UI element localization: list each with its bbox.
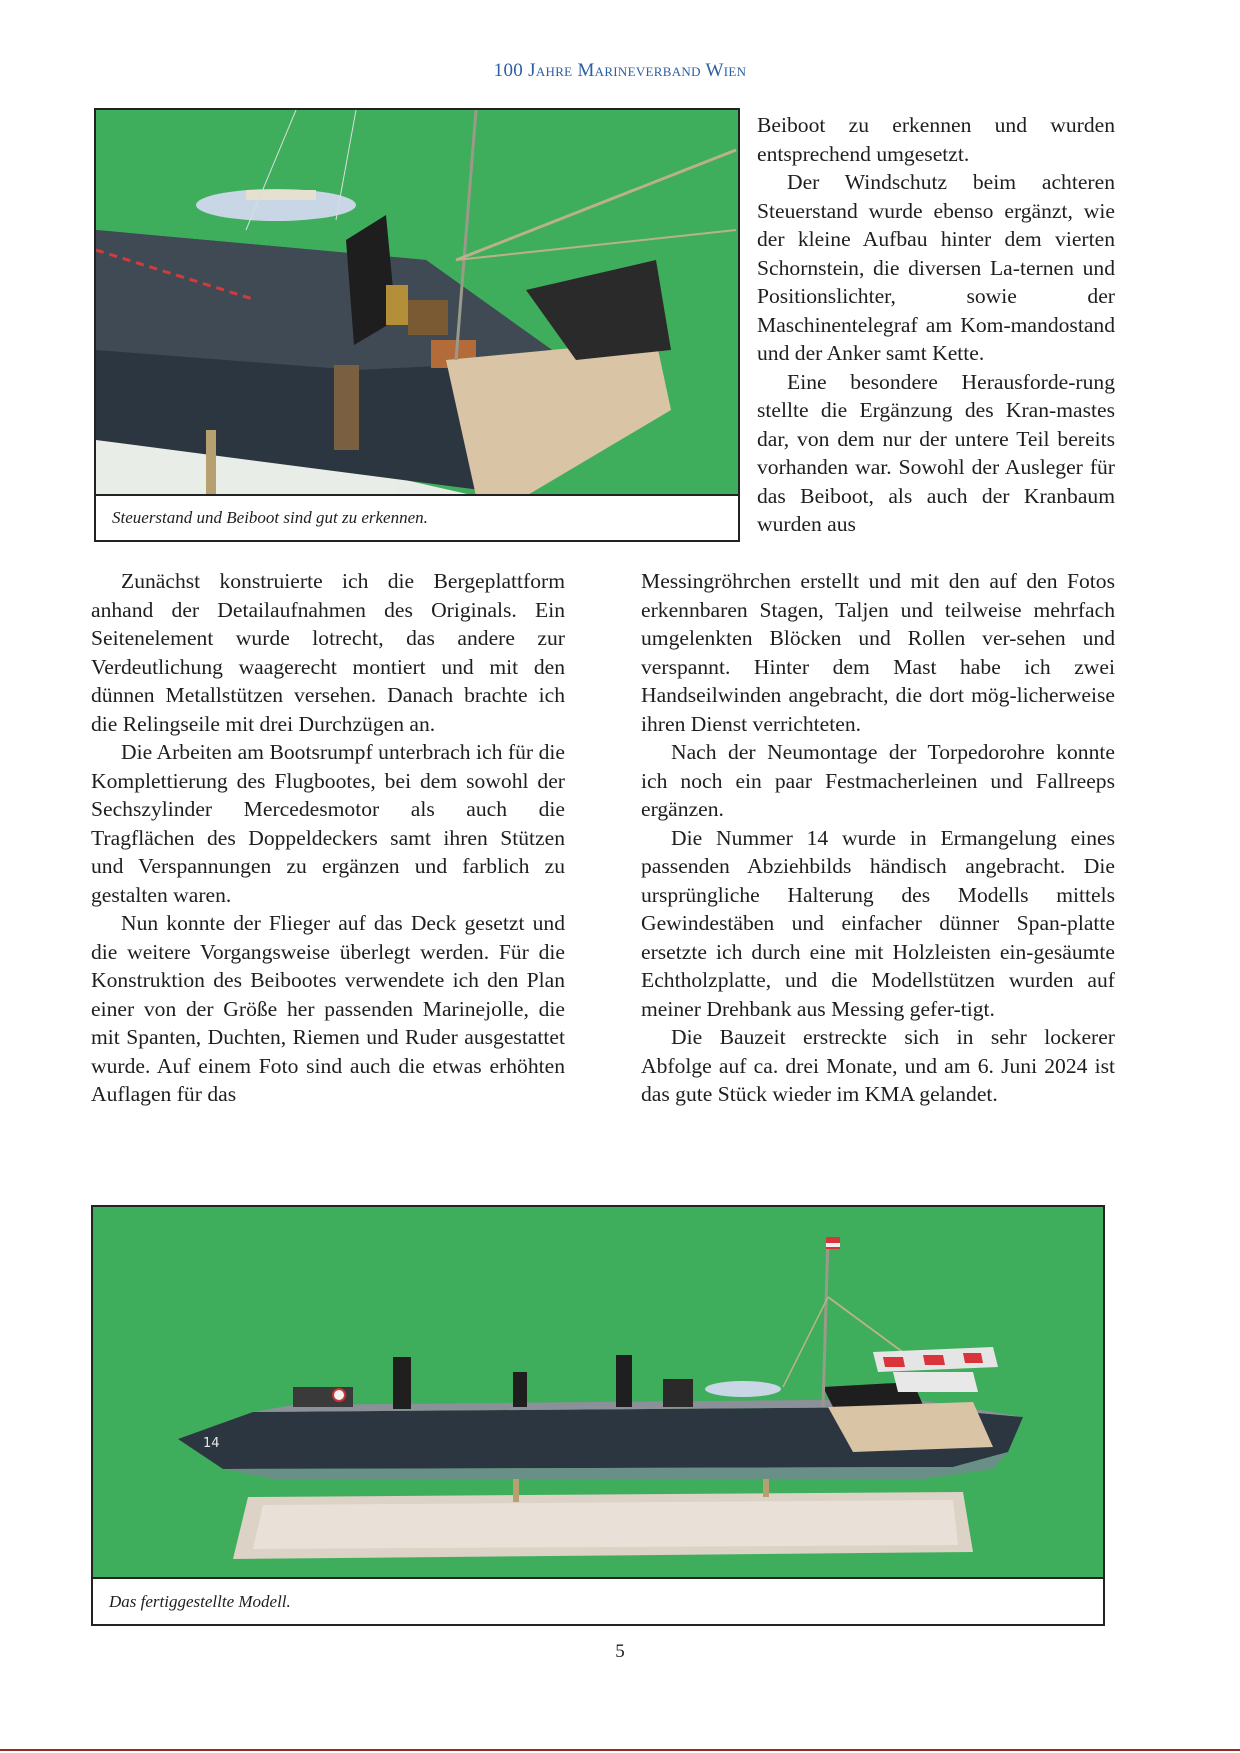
figure-top-caption: Steuerstand und Beiboot sind gut zu erkennen. <box>96 494 738 540</box>
right-column-top <box>757 111 1115 539</box>
bottom-edge-rule <box>0 1749 1240 1751</box>
figure-bottom <box>91 1205 1105 1626</box>
figure-top <box>94 108 740 542</box>
paragraph: Die Nummer 14 wurde in Ermangelung eines passenden Abziehbilds händisch angebracht. Die ursprüngliche Halterung des Modells mittels Gewindestäben und einfacher dünner Span-platte ersetzte ich durch eine mit Holzleisten ein-gesäumte Echtholzplatte, und die Modellstützen wurden auf meiner Drehbank aus Messing gefer-tigt. <box>641 825 1115 1021</box>
photo-steuerstand-beiboot <box>96 110 738 496</box>
paragraph: Die Arbeiten am Bootsrumpf unterbrach ich für die Komplettierung des Flugbootes, bei dem sowohl der Sechszylinder Mercedesmotor als auch die Tragflächen des Doppeldeckers samt ihren Stützen und Verspannungen zu ergänzen und farblich zu gestalten waren. <box>91 740 565 907</box>
paragraph: Messingröhrchen erstellt und mit den auf den Fotos erkennbaren Stagen, Taljen und teilweise mehrfach umgelenkten Blöcken und Rollen ver-sehen und verspannt. Hinter dem Mast habe ich zwei Handseilwinden angebracht, die dort mög-licherweise ihren Dienst verrichteten. <box>641 569 1115 736</box>
paragraph: Zunächst konstruierte ich die Bergeplattform anhand der Detailaufnahmen des Originals. Ein Seitenelement wurde lotrecht, das andere zur Verdeutlichung waagerecht montiert und mit den dünnen Metallstützen versehen. Danach brachte ich die Relingseile mit drei Durchzügen an. <box>91 569 565 736</box>
paragraph: Beiboot zu erkennen und wurden entsprechend umgesetzt. <box>757 113 1115 166</box>
paragraph: Nun konnte der Flieger auf das Deck gesetzt und die weitere Vorgangsweise überlegt werden. Für die Konstruktion des Beibootes verwendete ich den Plan einer von der Größe her passenden Marinejolle, die mit Spanten, Duchten, Riemen und Ruder ausgestattet wurde. Auf einem Foto sind auch die etwas erhöhten Auflagen für das <box>91 911 565 1106</box>
paragraph: Der Windschutz beim achteren Steuerstand wurde ebenso ergänzt, wie der kleine Aufbau hinter dem vierten Schornstein, die diversen La-ternen und Positionslichter, sowie der Maschinentelegraf am Kom-mandostand und der Anker samt Kette. <box>757 170 1115 365</box>
paragraph: Die Bauzeit erstreckte sich in sehr lockerer Abfolge auf ca. drei Monate, und am 6. Juni 2024 ist das gute Stück wieder im KMA gelandet. <box>641 1025 1115 1106</box>
running-header: 100 Jahre Marineverband Wien <box>493 60 747 81</box>
figure-bottom-caption: Das fertiggestellte Modell. <box>93 1577 1103 1624</box>
paragraph: Eine besondere Herausforde-rung stellte die Ergänzung des Kran-mastes dar, von dem nur der untere Teil bereits vorhanden war. Sowohl der Ausleger für das Beiboot, als auch der Kranbaum wurden aus <box>757 369 1115 536</box>
page-number: 5 <box>615 1641 625 1662</box>
hull-number: 14 <box>203 1436 220 1451</box>
photo-finished-model <box>93 1207 1103 1579</box>
right-column-bottom <box>641 567 1115 1109</box>
left-column <box>91 567 565 1109</box>
paragraph: Nach der Neumontage der Torpedorohre konnte ich noch ein paar Festmacherleinen und Fallreeps ergänzen. <box>641 740 1115 821</box>
